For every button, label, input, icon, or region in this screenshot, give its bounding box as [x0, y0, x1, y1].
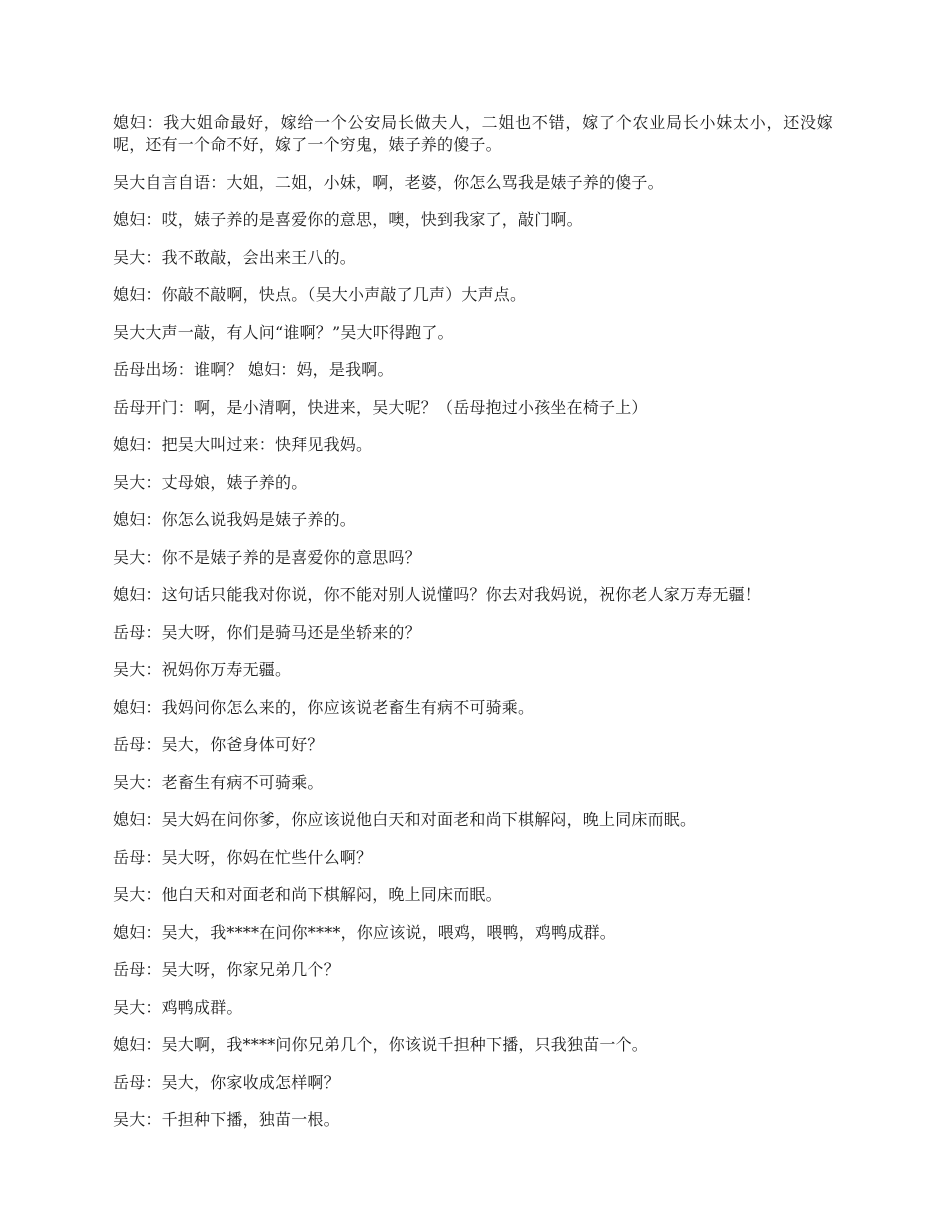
dialogue-paragraph: 岳母：吴大呀，你们是骑马还是坐轿来的？ [113, 622, 421, 642]
dialogue-paragraph: 媳妇：我妈问你怎么来的，你应该说老畜生有病不可骑乘。 [113, 697, 535, 717]
dialogue-paragraph: 吴大：老畜生有病不可骑乘。 [113, 772, 324, 792]
dialogue-paragraph: 媳妇：吴大，我****在问你****，你应该说，喂鸡，喂鸭，鸡鸭成群。 [113, 922, 617, 942]
dialogue-paragraph: 吴大：祝妈你万寿无疆。 [113, 660, 292, 679]
dialogue-paragraph: 岳母：吴大，你家收成怎样啊？ [113, 1072, 340, 1092]
dialogue-paragraph: 岳母：吴大呀，你家兄弟几个？ [113, 960, 340, 979]
dialogue-paragraph: 媳妇：我大姐命最好，嫁给一个公安局长做夫人，二姐也不错，嫁了个农业局长小妹太小，还没嫁呢，还有一个命不好，嫁了一个穷鬼，婊子养的傻子。 [113, 113, 833, 154]
dialogue-paragraph: 吴大：他白天和对面老和尚下棋解闷，晚上同床而眠。 [113, 885, 502, 904]
document-body [113, 112, 833, 1147]
dialogue-paragraph: 媳妇：哎，婊子养的是喜爱你的意思，噢，快到我家了，敲门啊。 [113, 210, 583, 229]
dialogue-paragraph: 媳妇：这句话只能我对你说，你不能对别人说懂吗？你去对我妈说，祝你老人家万寿无疆！ [113, 585, 762, 604]
dialogue-paragraph: 吴大自言自语：大姐，二姐，小妹，啊，老婆，你怎么骂我是婊子养的傻子。 [113, 172, 664, 192]
dialogue-paragraph: 岳母出场：谁啊？ 媳妇：妈，是我啊。 [113, 360, 394, 379]
dialogue-paragraph: 岳母开门：啊，是小清啊，快进来，吴大呢？（岳母抱过小孩坐在椅子上） [113, 397, 648, 417]
dialogue-paragraph: 媳妇：你怎么说我妈是婊子养的。 [113, 510, 357, 529]
dialogue-paragraph: 吴大：千担种下播，独苗一根。 [113, 1110, 340, 1129]
dialogue-paragraph: 媳妇：你敲不敲啊，快点。（吴大小声敲了几声）大声点。 [113, 285, 527, 304]
dialogue-paragraph: 媳妇：吴大啊，我****问你兄弟几个，你该说千担种下播，只我独苗一个。 [113, 1035, 649, 1054]
dialogue-paragraph: 吴大：我不敢敲，会出来王八的。 [113, 247, 357, 267]
dialogue-paragraph: 岳母：吴大，你爸身体可好？ [113, 735, 324, 754]
dialogue-paragraph: 媳妇：把吴大叫过来：快拜见我妈。 [113, 435, 373, 454]
dialogue-paragraph: 岳母：吴大呀，你妈在忙些什么啊？ [113, 847, 373, 867]
dialogue-paragraph: 吴大大声一敲，有人问“谁啊？”吴大吓得跑了。 [113, 322, 454, 342]
dialogue-paragraph: 媳妇：吴大妈在问你爹，你应该说他白天和对面老和尚下棋解闷，晚上同床而眠。 [113, 810, 697, 829]
dialogue-paragraph: 吴大：鸡鸭成群。 [113, 997, 243, 1017]
dialogue-paragraph: 吴大：丈母娘，婊子养的。 [113, 472, 308, 492]
dialogue-paragraph: 吴大：你不是婊子养的是喜爱你的意思吗？ [113, 547, 421, 567]
